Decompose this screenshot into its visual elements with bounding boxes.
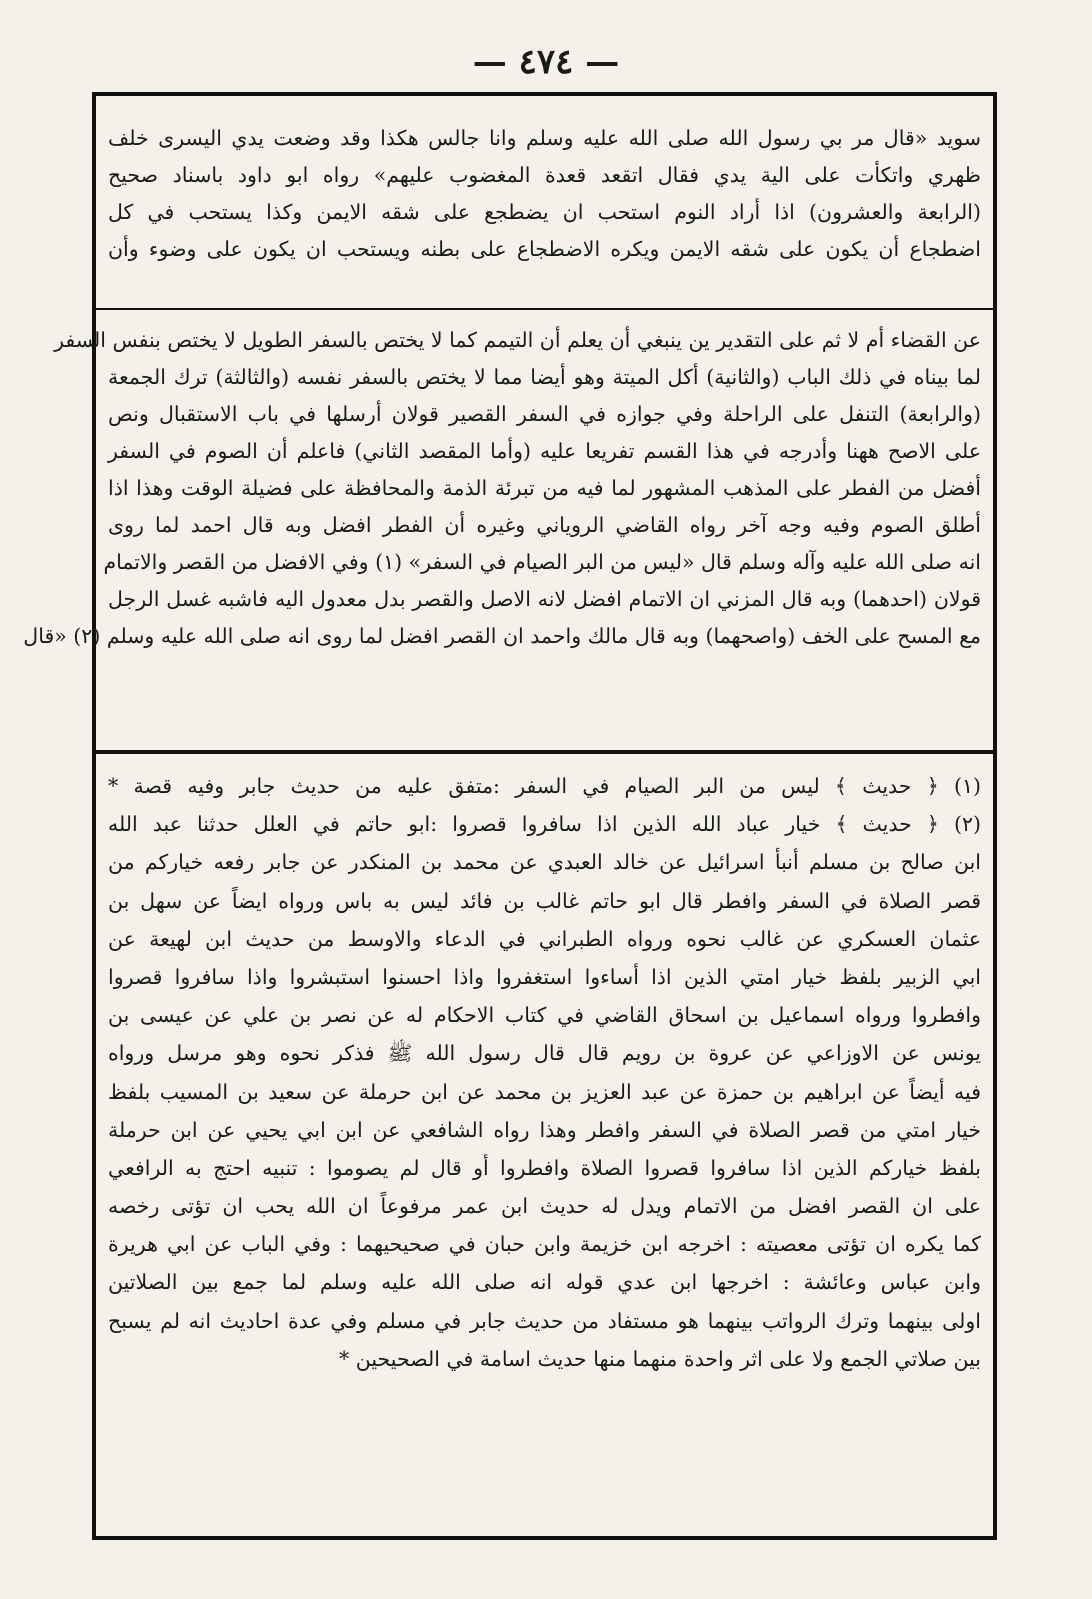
- footnote-divider: [96, 750, 993, 754]
- text-line: (والرابعة) التنفل على الراحلة وفي جوازه في السفر القصير قولان أرسلها في باب الاستقبال ونص: [108, 402, 981, 426]
- text-line: ظهري واتكأت على الية يدي فقال اتقعد قعدة المغضوب عليهم» رواه ابو داود باسناد صحيح: [108, 163, 981, 187]
- footnotes: [96, 767, 993, 1378]
- page-number: — ٤٧٤ —: [472, 42, 620, 82]
- footnote-line: وافطروا ورواه اسماعيل بن اسحاق القاضي في كتاب الاحكام له عن نصر بن علي عن عيسى بن: [108, 1003, 981, 1028]
- footnote-line: ابي الزبير بلفظ خيار امتي الذين اذا أساءوا استغفروا واذا احسنوا استبشروا واذا سافروا قصروا: [108, 964, 981, 989]
- text-line: أفضل من الفطر على المذهب المشهور لما فيه من تبرئة الذمة والمحافظة على فضيلة الوقت وهذا اذا: [108, 476, 981, 500]
- section-divider: [96, 308, 993, 310]
- text-line: قولان (احدهما) وبه قال المزني ان الاتمام افضل لانه الاصل والقصر بدل معدول اليه فاشبه غسل الرجل: [108, 587, 981, 611]
- text-line: مع المسح على الخف (واصحهما) وبه قال مالك واحمد ان القصر افضل لما روى انه صلى الله عليه وسلم (٢) «قال: [23, 624, 981, 648]
- footnote-line: كما يكره ان تؤتى معصيته : اخرجه ابن خزيمة وابن حبان في صحيحيهما : وفي الباب عن ابي هريرة: [108, 1232, 981, 1257]
- footnote-line: على ان القصر افضل من الاتمام ويدل له حديث ابن عمر مرفوعاً ان الله يحب ان تؤتى رخصه: [108, 1194, 981, 1219]
- footnote-line: فيه أيضاً عن ابراهيم بن حمزة عن عبد العزيز بن محمد عن ابن حرملة عن سعيد بن المسيب بلفظ: [108, 1079, 981, 1104]
- footnote-line: وابن عباس وعائشة : اخرجها ابن عدي قوله انه صلى الله عليه وسلم لما جمع بين الصلاتين: [108, 1270, 981, 1295]
- text-line: انه صلى الله عليه وآله وسلم قال «ليس من البر الصيام في السفر» (١) وفي الافضل من القصر والاتمام: [103, 550, 981, 574]
- footnote-line: بين صلاتي الجمع ولا على اثر واحدة منهما منها حديث اسامة في الصحيحين *: [339, 1346, 981, 1371]
- text-line: سويد «قال مر بي رسول الله صلى الله عليه وسلم وانا جالس هكذا وقد وضعت يدي اليسرى خلف: [108, 126, 981, 150]
- footnote-line: خيار امتي من قصر الصلاة في السفر وافطر وهذا رواه الشافعي عن ابن ابي يحيي عن ابن حرملة: [108, 1117, 981, 1142]
- footnote-line: عثمان العسكري عن غالب نحوه ورواه الطبراني في الدعاء والاوسط من حديث ابن لهيعة عن: [108, 926, 981, 951]
- text-line: اضطجاع أن يكون على شقه الايمن ويكره الاضطجاع على بطنه ويستحب ان يكون على وضوء وأن: [108, 237, 981, 261]
- footnote-line: (٢) ﴿ حديث ﴾ خيار عباد الله الذين اذا سافروا قصروا :ابو حاتم في العلل حدثنا عبد الله: [108, 812, 981, 837]
- footnote-line: قصر الصلاة في السفر وافطر قال ابو حاتم غالب بن فائد ليس به باس ورواه ايضاً عن سهل بن: [108, 888, 981, 913]
- text-line: (الرابعة والعشرون) اذا أراد النوم استحب ان يضطجع على شقه الايمن وكذا يستحب في كل: [108, 200, 981, 224]
- text-line: على الاصح ههنا وأدرجه في هذا القسم تفريعا عليه (وأما المقصد الثاني) فاعلم أن الصوم في السفر: [108, 439, 981, 463]
- main-text-top: [96, 120, 993, 268]
- text-line: أطلق الصوم وفيه وجه آخر رواه القاضي الروياني وغيره أن الفطر افضل وبه قال احمد لما روى: [108, 513, 981, 537]
- text-line: عن القضاء أم لا ثم على التقدير ين ينبغي أن يعلم أن التيمم كما لا يختص بالسفر الطويل لا يختص بنفس السفر: [54, 328, 981, 352]
- footnote-line: بلفظ خياركم الذين اذا سافروا قصروا الصلاة وافطروا أو قال لم يصوموا : تنبيه احتج به الرافعي: [108, 1155, 981, 1180]
- text-line: لما بيناه في ذلك الباب (والثانية) أكل الميتة وهو أيضا مما لا يختص بالسفر نفسه (والثالثة) ترك الجمعة: [108, 365, 981, 389]
- footnote-line: ابن صالح بن مسلم أنبأ اسرائيل عن خالد العبدي عن محمد بن المنكدر عن جابر رفعه خياركم من: [108, 850, 981, 875]
- footnote-line: اولى بينهما وترك الرواتب بينهما هو مستفاد من حديث جابر في مسلم وفي عدة احاديث انه لم يسبح: [108, 1308, 981, 1333]
- footnote-line: يونس عن الاوزاعي عن عروة بن رويم قال قال رسول الله ﷺ فذكر نحوه وهو مرسل ورواه: [108, 1041, 981, 1066]
- footnote-line: (١) ﴿ حديث ﴾ ليس من البر الصيام في السفر :متفق عليه من حديث جابر وفيه قصة *: [108, 774, 981, 798]
- page-frame: [23, 92, 997, 1540]
- commentary-text: [23, 322, 993, 655]
